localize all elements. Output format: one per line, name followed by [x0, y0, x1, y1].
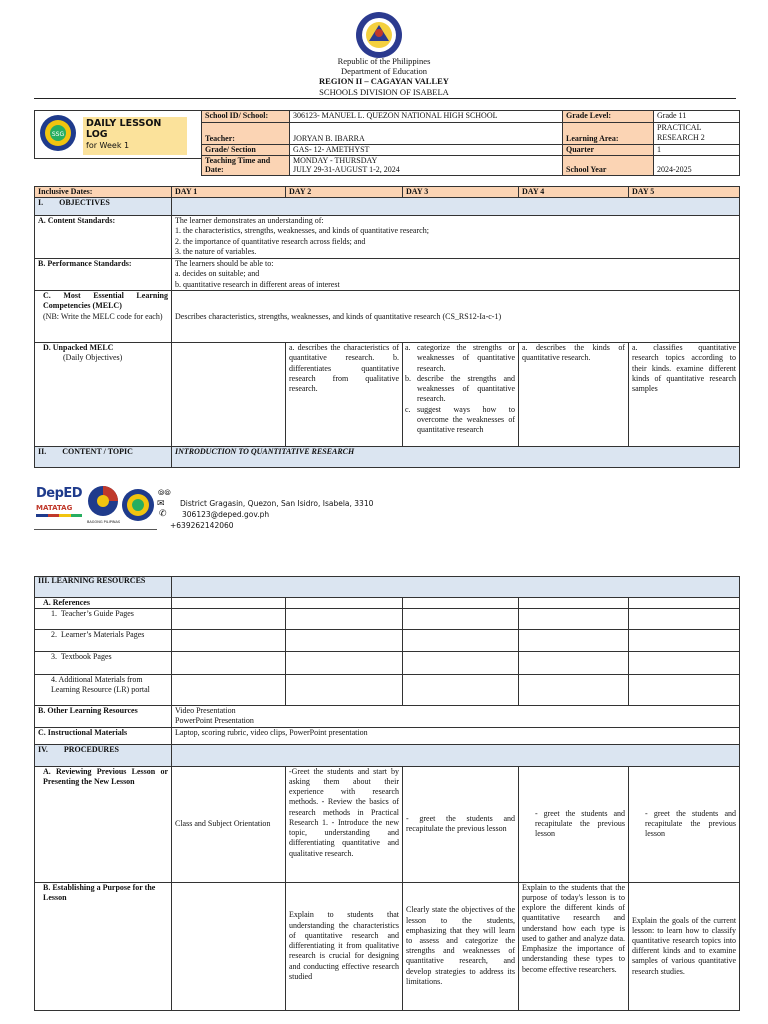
review-day-4: - greet the students and recapitulate the previous lesson	[519, 766, 629, 882]
objectives-heading-fill	[172, 198, 740, 216]
grade-level-label: Grade Level:	[563, 111, 654, 123]
content-standards-text	[172, 216, 740, 259]
references-label: A. References	[35, 598, 172, 609]
section-value: GAS- 12- AMETHYST	[290, 145, 563, 156]
matatag-color-bar	[36, 514, 82, 517]
objectives-heading: I. OBJECTIVES	[35, 198, 172, 216]
letterhead-divider	[34, 98, 736, 99]
cell	[403, 652, 519, 675]
content-standards-line: The learner demonstrates an understanding of:	[175, 216, 324, 226]
performance-standards-line: a. decides on suitable; and	[175, 269, 260, 279]
performance-standards-text	[172, 259, 740, 291]
cell	[519, 652, 629, 675]
unpacked-day-1	[172, 343, 286, 447]
cell	[403, 630, 519, 652]
unpacked-day-3-item: c. suggest ways how to overcome the weaknesses of quantitative research	[405, 404, 515, 435]
other-resource-item: PowerPoint Presentation	[175, 716, 254, 726]
day-4-header: DAY 4	[519, 187, 629, 198]
teacher-label: Teacher:	[202, 123, 290, 145]
unpacked-melc-sub: (Daily Objectives)	[63, 353, 123, 363]
purpose-day-5: Explain the goals of the current lesson: to learn how to classify quantitative research topics into different kinds and to examine samples of various quantitative research studies.	[629, 882, 740, 1010]
teaching-dates: JULY 29-31-AUGUST 1-2, 2024	[293, 165, 400, 175]
dll-title-box	[83, 117, 187, 155]
textbook-pages-label: 3. Textbook Pages	[35, 652, 172, 675]
email-icon: ✉	[157, 498, 165, 508]
instructional-materials-text: Laptop, scoring rubric, video clips, PowerPoint presentation	[172, 727, 740, 744]
content-topic-text: INTRODUCTION TO QUANTITATIVE RESEARCH	[172, 447, 740, 468]
deped-matatag-logo	[36, 486, 82, 526]
lesson-plan-table-page-2	[34, 576, 740, 1011]
deped-logo-text: DepED	[36, 486, 83, 501]
cell	[286, 598, 403, 609]
header-info-table	[201, 110, 740, 176]
content-standards-line: 3. the nature of variables.	[175, 246, 257, 256]
cell	[629, 598, 740, 609]
purpose-day-3: Clearly state the objectives of the lesson to the students, emphasizing that they will learn to assess and categorize the strengths and weaknesses of quantitative research, and develop strategies to address its limitations.	[403, 882, 519, 1010]
cell	[519, 675, 629, 706]
school-logo-icon	[39, 114, 77, 152]
purpose-day-4: Explain to the students that the purpose of today's lesson is to explore the different kinds of quantitative research and understand how each type is used to gather and analyze data. Emphasize the importance of understanding these types to become effective researchers.	[519, 882, 629, 1010]
day-1-header: DAY 1	[172, 187, 286, 198]
teacher-value: JORYAN B. IBARRA	[290, 123, 563, 145]
footer-divider	[34, 529, 157, 530]
grade-level-value: Grade 11	[654, 111, 740, 123]
unpacked-melc-label-cell	[35, 343, 172, 447]
cell	[629, 675, 740, 706]
cell	[519, 630, 629, 652]
school-email: 306123@deped.gov.ph	[182, 509, 270, 519]
letterhead-region: REGION II – CAGAYAN VALLEY	[319, 76, 449, 87]
melc-label-cell	[35, 291, 172, 343]
cell	[286, 652, 403, 675]
dll-title: DAILY LESSON LOG	[86, 118, 162, 140]
instructional-materials-label: C. Instructional Materials	[35, 727, 172, 744]
inclusive-dates-label: Inclusive Dates:	[35, 187, 172, 198]
teaching-time-label: Teaching Time and Date:	[202, 156, 290, 176]
unpacked-day-5: a. classifies quantitative research topics according to their kinds. examine different kinds of quantitative research samples	[629, 343, 740, 447]
cell	[403, 609, 519, 630]
review-lesson-label: A. Reviewing Previous Lesson or Presenting the New Lesson	[35, 766, 172, 882]
school-year-label: School Year	[563, 156, 654, 176]
quarter-value: 1	[654, 145, 740, 156]
other-resources-text	[172, 706, 740, 727]
day-5-header: DAY 5	[629, 187, 740, 198]
day-2-header: DAY 2	[286, 187, 403, 198]
purpose-day-1	[172, 882, 286, 1010]
unpacked-day-3-item: b. describe the strengths and weaknesses of quantitative research.	[405, 373, 515, 404]
review-day-3: - greet the students and recapitulate the previous lesson	[403, 766, 519, 882]
letterhead-division: SCHOOLS DIVISION OF ISABELA	[319, 86, 449, 97]
review-day-2: -Greet the students and start by asking them about their experience with research methods. - Review the basics of research methods in Practical Research 1. - Introduce the new topic, understanding and differentiating quantitative and qualitative research.	[286, 766, 403, 882]
other-resource-item: Video Presentation	[175, 706, 236, 716]
review-day-5: - greet the students and recapitulate the previous lesson	[629, 766, 740, 882]
cell	[286, 675, 403, 706]
cell	[172, 598, 286, 609]
unpacked-day-4: a. describes the kinds of quantitative research.	[519, 343, 629, 447]
cell	[286, 609, 403, 630]
cell	[629, 630, 740, 652]
location-icon: ⦾⦾	[158, 488, 171, 497]
purpose-day-2: Explain to students that understanding the characteristics of quantitative research and differentiating it from qualitative research is crucial for designing and conducting effective research studied	[286, 882, 403, 1010]
unpacked-day-3-item: a. categorize the strengths or weaknesses of quantitative research.	[405, 343, 515, 373]
cell	[629, 609, 740, 630]
school-year-value: 2024-2025	[654, 156, 740, 176]
content-standards-line: 1. the characteristics, strengths, weaknesses, and kinds of quantitative research;	[175, 226, 429, 236]
unpacked-day-3	[403, 343, 519, 447]
bagong-pilipinas-logo-icon	[87, 485, 121, 524]
cell	[172, 630, 286, 652]
other-resources-label: B. Other Learning Resources	[35, 706, 172, 727]
school-address: District Gragasin, Quezon, San Isidro, Isabela, 3310	[180, 499, 374, 508]
cell	[629, 652, 740, 675]
learning-area-value: PRACTICAL RESEARCH 2	[654, 123, 740, 145]
teaching-time-value	[290, 156, 563, 176]
cell	[403, 675, 519, 706]
performance-standards-line: b. quantitative research in different areas of interest	[175, 279, 340, 289]
phone-icon: ✆	[159, 508, 167, 518]
learning-resources-fill	[172, 577, 740, 598]
purpose-label: B. Establishing a Purpose for the Lesson	[35, 882, 172, 1010]
melc-note: (NB: Write the MELC code for each)	[43, 311, 163, 321]
content-standards-line: 2. the importance of quantitative research across fields; and	[175, 236, 366, 246]
school-label: School ID/ School:	[202, 111, 290, 123]
cell	[172, 652, 286, 675]
unpacked-melc-label: D. Unpacked MELC	[43, 343, 114, 353]
teachers-guide-label: 1. Teacher’s Guide Pages	[35, 609, 172, 630]
performance-standards-label: B. Performance Standards:	[35, 259, 172, 291]
cell	[172, 609, 286, 630]
cell	[286, 630, 403, 652]
svg-text:SSG: SSG	[51, 131, 65, 138]
learning-resources-heading: III. LEARNING RESOURCES	[35, 577, 172, 598]
content-topic-label: II. CONTENT / TOPIC	[35, 447, 172, 468]
melc-text: Describes characteristics, strengths, weaknesses, and kinds of quantitative research (CS_RS12-Ia-c-1)	[172, 291, 740, 343]
quarter-label: Quarter	[563, 145, 654, 156]
cell	[403, 598, 519, 609]
deped-seal-icon	[355, 11, 403, 59]
review-day-1: Class and Subject Orientation	[172, 766, 286, 882]
section-label: Grade/ Section	[202, 145, 290, 156]
additional-materials-label: 4. Additional Materials from Learning Resource (LR) portal	[35, 675, 172, 706]
unpacked-day-2: a. describes the characteristics of quantitative research. b. differentiates quantitative research from qualitative research.	[286, 343, 403, 447]
content-standards-label: A. Content Standards:	[35, 216, 172, 259]
procedures-fill	[172, 744, 740, 766]
school-value: 306123- MANUEL L. QUEZON NATIONAL HIGH SCHOOL	[290, 111, 563, 123]
letterhead-department: Department of Education	[341, 66, 427, 77]
melc-label: C. Most Essential Learning Competencies (MELC)	[43, 291, 168, 311]
procedures-heading: IV. PROCEDURES	[35, 744, 172, 766]
learners-materials-label: 2. Learner’s Materials Pages	[35, 630, 172, 652]
school-phone: +639262142060	[170, 520, 234, 530]
dll-week: for Week 1	[86, 140, 130, 150]
cell	[519, 609, 629, 630]
lesson-plan-table	[34, 186, 740, 468]
cell	[519, 598, 629, 609]
bagong-pilipinas-text: BAGONG PILIPINAS	[87, 520, 121, 524]
letterhead-republic: Republic of the Philippines	[337, 56, 431, 66]
learning-area-label: Learning Area:	[563, 123, 654, 145]
teaching-days: MONDAY - THURSDAY	[293, 156, 378, 166]
footer-seal-icon	[121, 488, 155, 522]
cell	[172, 675, 286, 706]
performance-standards-line: The learners should be able to:	[175, 259, 274, 269]
matatag-logo-text: MATATAG	[36, 504, 73, 513]
day-3-header: DAY 3	[403, 187, 519, 198]
